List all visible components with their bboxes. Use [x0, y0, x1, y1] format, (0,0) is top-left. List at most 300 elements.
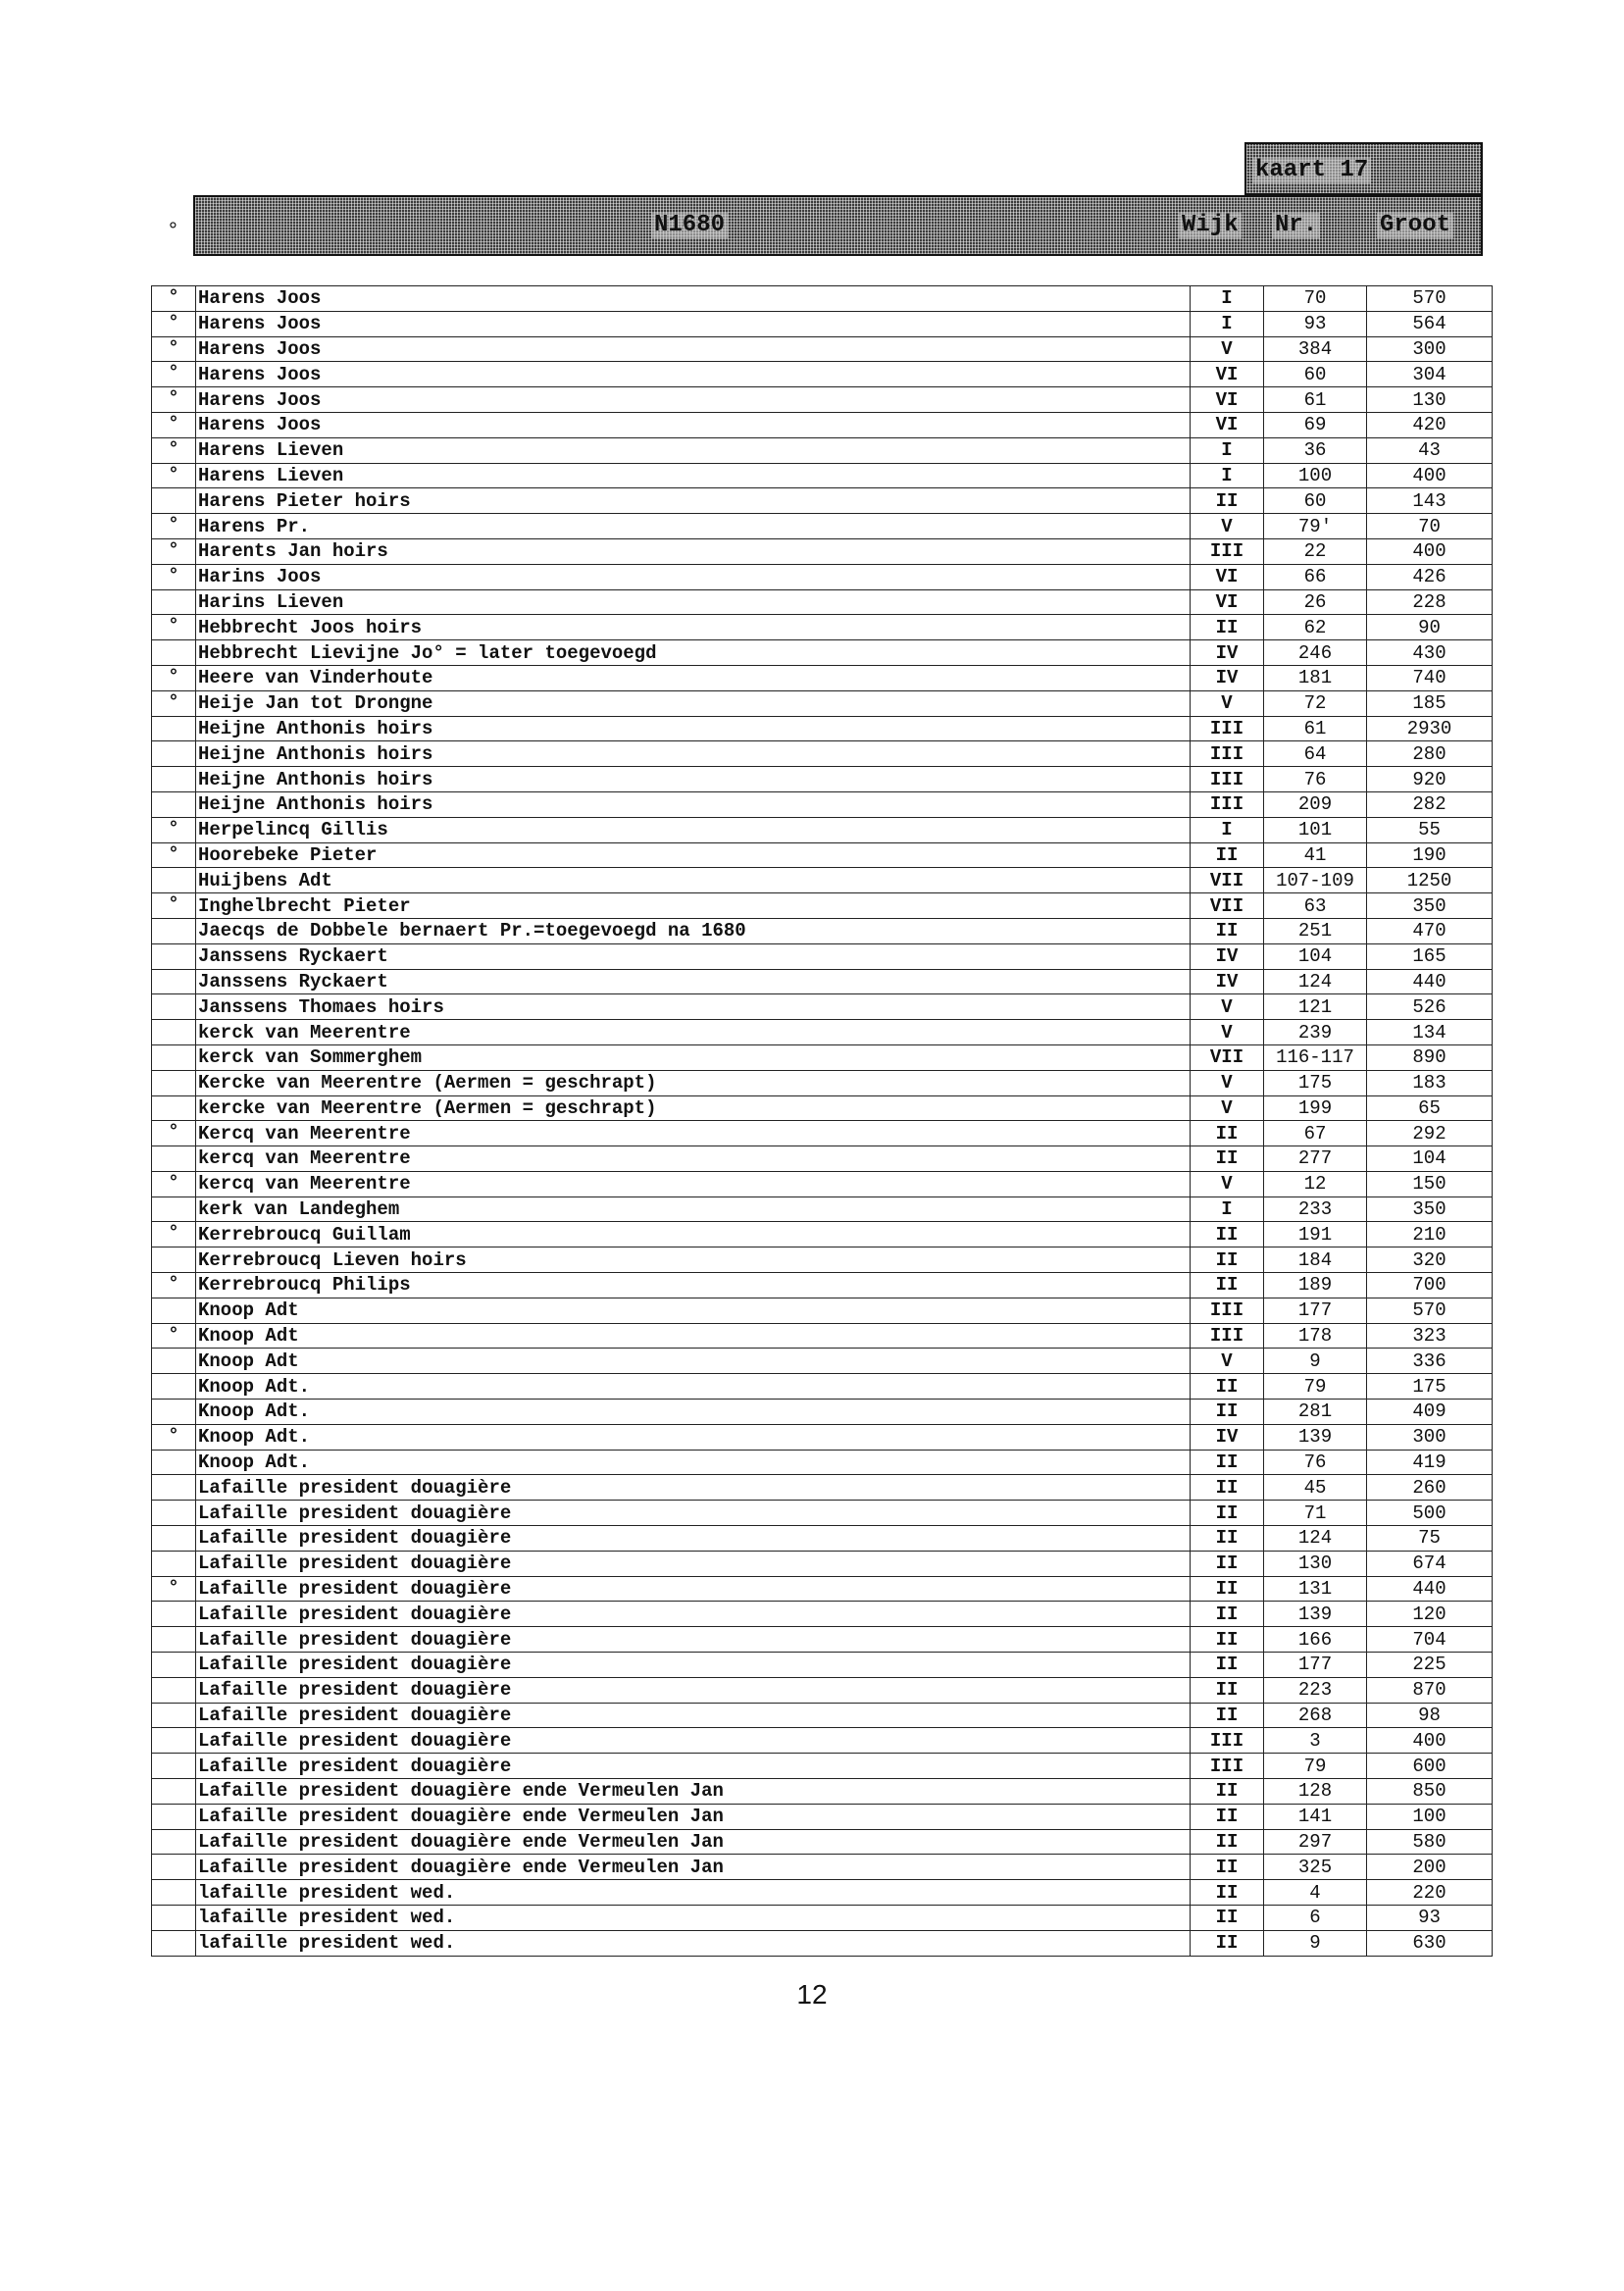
wijk-cell: V [1191, 994, 1264, 1020]
wijk-cell: VI [1191, 412, 1264, 437]
wijk-cell: IV [1191, 1424, 1264, 1450]
owner-name: Harens Joos [196, 311, 1191, 336]
area-cell: 55 [1367, 817, 1493, 842]
table-row [152, 514, 1493, 539]
wijk-cell: II [1191, 1627, 1264, 1653]
wijk-cell: VII [1191, 893, 1264, 919]
owner-name: Heijne Anthonis hoirs [196, 741, 1191, 767]
parcel-number: 100 [1264, 463, 1367, 488]
row-mark [152, 1551, 196, 1576]
table-row [152, 1095, 1493, 1121]
row-mark [152, 1501, 196, 1526]
wijk-cell: II [1191, 1222, 1264, 1247]
owner-name: lafaille president wed. [196, 1930, 1191, 1956]
row-mark: ° [152, 1121, 196, 1146]
wijk-cell: II [1191, 1526, 1264, 1552]
wijk-cell: V [1191, 1020, 1264, 1045]
row-mark [152, 1728, 196, 1754]
row-mark: ° [152, 564, 196, 589]
wijk-cell: I [1191, 817, 1264, 842]
parcel-number: 79' [1264, 514, 1367, 539]
table-row [152, 1627, 1493, 1653]
row-mark [152, 1146, 196, 1172]
owner-name: Harins Joos [196, 564, 1191, 589]
wijk-cell: VI [1191, 589, 1264, 615]
parcel-number: 9 [1264, 1930, 1367, 1956]
table-row [152, 538, 1493, 564]
area-cell: 130 [1367, 387, 1493, 413]
table-row [152, 1044, 1493, 1070]
area-cell: 183 [1367, 1070, 1493, 1095]
table-row [152, 463, 1493, 488]
wijk-cell: VI [1191, 564, 1264, 589]
area-cell: 190 [1367, 842, 1493, 868]
parcel-number: 130 [1264, 1551, 1367, 1576]
header-top-band [1244, 142, 1483, 195]
row-mark [152, 1602, 196, 1627]
parcel-number: 9 [1264, 1349, 1367, 1374]
parcel-number: 128 [1264, 1779, 1367, 1805]
owner-name: Harens Lieven [196, 437, 1191, 463]
row-mark: ° [152, 690, 196, 716]
area-cell: 292 [1367, 1121, 1493, 1146]
parcel-number: 12 [1264, 1171, 1367, 1196]
wijk-cell: V [1191, 336, 1264, 362]
table-row [152, 640, 1493, 666]
owner-name: Harens Lieven [196, 463, 1191, 488]
area-cell: 420 [1367, 412, 1493, 437]
owner-name: Janssens Ryckaert [196, 943, 1191, 969]
area-cell: 570 [1367, 1298, 1493, 1323]
wijk-cell: II [1191, 1779, 1264, 1805]
row-mark [152, 868, 196, 893]
wijk-cell: III [1191, 741, 1264, 767]
owner-name: Herpelincq Gillis [196, 817, 1191, 842]
owner-name: kerck van Meerentre [196, 1020, 1191, 1045]
owner-name: kerck van Sommerghem [196, 1044, 1191, 1070]
parcel-number: 26 [1264, 589, 1367, 615]
parcel-number: 93 [1264, 311, 1367, 336]
owner-name: Lafaille president douagière [196, 1754, 1191, 1779]
table-row [152, 1298, 1493, 1323]
row-mark: ° [152, 538, 196, 564]
row-mark [152, 1829, 196, 1855]
wijk-cell: II [1191, 1475, 1264, 1501]
table-row [152, 437, 1493, 463]
parcel-number: 223 [1264, 1677, 1367, 1703]
table-row [152, 1804, 1493, 1829]
header-grootte-label: Groot [1377, 213, 1453, 238]
table-row [152, 1323, 1493, 1349]
owner-name: Lafaille president douagière [196, 1551, 1191, 1576]
ledger-table [151, 285, 1493, 1957]
row-mark: ° [152, 842, 196, 868]
wijk-cell: III [1191, 538, 1264, 564]
parcel-number: 233 [1264, 1196, 1367, 1222]
owner-name: Heijne Anthonis hoirs [196, 767, 1191, 792]
table-row [152, 286, 1493, 312]
table-row [152, 1171, 1493, 1196]
wijk-cell: III [1191, 767, 1264, 792]
owner-name: Inghelbrecht Pieter [196, 893, 1191, 919]
owner-name: Knoop Adt. [196, 1374, 1191, 1400]
wijk-cell: I [1191, 286, 1264, 312]
parcel-number: 277 [1264, 1146, 1367, 1172]
table-row [152, 1602, 1493, 1627]
row-mark: ° [152, 463, 196, 488]
wijk-cell: II [1191, 615, 1264, 640]
row-mark: ° [152, 336, 196, 362]
area-cell: 440 [1367, 1576, 1493, 1602]
area-cell: 304 [1367, 362, 1493, 387]
wijk-cell: IV [1191, 969, 1264, 994]
area-cell: 440 [1367, 969, 1493, 994]
parcel-number: 184 [1264, 1247, 1367, 1273]
table-row [152, 1754, 1493, 1779]
wijk-cell: III [1191, 1728, 1264, 1754]
table-row [152, 336, 1493, 362]
area-cell: 350 [1367, 1196, 1493, 1222]
ledger-body [152, 286, 1493, 1957]
owner-name: lafaille president wed. [196, 1906, 1191, 1931]
row-mark: ° [152, 387, 196, 413]
area-cell: 430 [1367, 640, 1493, 666]
area-cell: 282 [1367, 791, 1493, 817]
owner-name: kercke van Meerentre (Aermen = geschrapt) [196, 1095, 1191, 1121]
parcel-number: 45 [1264, 1475, 1367, 1501]
header-kaart-label: kaart 17 [1252, 158, 1371, 183]
row-mark: ° [152, 1323, 196, 1349]
table-row [152, 1020, 1493, 1045]
parcel-number: 67 [1264, 1121, 1367, 1146]
row-mark [152, 589, 196, 615]
owner-name: Kerrebroucq Philips [196, 1273, 1191, 1298]
area-cell: 280 [1367, 741, 1493, 767]
parcel-number: 181 [1264, 665, 1367, 690]
owner-name: Harens Pr. [196, 514, 1191, 539]
wijk-cell: II [1191, 1804, 1264, 1829]
parcel-number: 61 [1264, 387, 1367, 413]
row-mark [152, 969, 196, 994]
table-row [152, 1121, 1493, 1146]
row-mark: ° [152, 412, 196, 437]
row-mark [152, 1804, 196, 1829]
area-cell: 260 [1367, 1475, 1493, 1501]
wijk-cell: II [1191, 1400, 1264, 1425]
area-cell: 134 [1367, 1020, 1493, 1045]
wijk-cell: V [1191, 1070, 1264, 1095]
parcel-number: 209 [1264, 791, 1367, 817]
owner-name: Lafaille president douagière [196, 1475, 1191, 1501]
area-cell: 870 [1367, 1677, 1493, 1703]
row-mark [152, 767, 196, 792]
table-row [152, 1475, 1493, 1501]
table-row [152, 1779, 1493, 1805]
parcel-number: 297 [1264, 1829, 1367, 1855]
wijk-cell: VII [1191, 868, 1264, 893]
parcel-number: 124 [1264, 1526, 1367, 1552]
table-row [152, 791, 1493, 817]
owner-name: Lafaille president douagière [196, 1602, 1191, 1627]
table-row [152, 1374, 1493, 1400]
area-cell: 43 [1367, 437, 1493, 463]
wijk-cell: VII [1191, 1044, 1264, 1070]
table-row [152, 868, 1493, 893]
owner-name: Hebbrecht Joos hoirs [196, 615, 1191, 640]
parcel-number: 4 [1264, 1880, 1367, 1906]
area-cell: 225 [1367, 1653, 1493, 1678]
area-cell: 120 [1367, 1602, 1493, 1627]
parcel-number: 384 [1264, 336, 1367, 362]
owner-name: Lafaille president douagière ende Vermeulen Jan [196, 1804, 1191, 1829]
row-mark [152, 1880, 196, 1906]
parcel-number: 76 [1264, 1450, 1367, 1475]
owner-name: lafaille president wed. [196, 1880, 1191, 1906]
table-row [152, 615, 1493, 640]
wijk-cell: IV [1191, 665, 1264, 690]
row-mark [152, 1475, 196, 1501]
owner-name: Jaecqs de Dobbele bernaert Pr.=toegevoegd na 1680 [196, 918, 1191, 943]
area-cell: 185 [1367, 690, 1493, 716]
row-mark [152, 716, 196, 741]
table-row [152, 1450, 1493, 1475]
table-row [152, 488, 1493, 514]
parcel-number: 178 [1264, 1323, 1367, 1349]
area-cell: 426 [1367, 564, 1493, 589]
area-cell: 90 [1367, 615, 1493, 640]
owner-name: Lafaille president douagière ende Vermeulen Jan [196, 1829, 1191, 1855]
parcel-number: 141 [1264, 1804, 1367, 1829]
table-row [152, 741, 1493, 767]
parcel-number: 281 [1264, 1400, 1367, 1425]
owner-name: kerk van Landeghem [196, 1196, 1191, 1222]
area-cell: 320 [1367, 1247, 1493, 1273]
parcel-number: 36 [1264, 437, 1367, 463]
parcel-number: 64 [1264, 741, 1367, 767]
parcel-number: 139 [1264, 1424, 1367, 1450]
parcel-number: 61 [1264, 716, 1367, 741]
owner-name: Janssens Ryckaert [196, 969, 1191, 994]
area-cell: 674 [1367, 1551, 1493, 1576]
owner-name: Hoorebeke Pieter [196, 842, 1191, 868]
owner-name: Harens Joos [196, 336, 1191, 362]
parcel-number: 175 [1264, 1070, 1367, 1095]
wijk-cell: II [1191, 1247, 1264, 1273]
wijk-cell: I [1191, 437, 1264, 463]
row-mark: ° [152, 437, 196, 463]
row-mark [152, 1070, 196, 1095]
owner-name: Harens Joos [196, 387, 1191, 413]
parcel-number: 70 [1264, 286, 1367, 312]
table-row [152, 1400, 1493, 1425]
row-mark: ° [152, 286, 196, 312]
wijk-cell: II [1191, 488, 1264, 514]
owner-name: Kercq van Meerentre [196, 1121, 1191, 1146]
owner-name: Lafaille president douagière ende Vermeulen Jan [196, 1779, 1191, 1805]
wijk-cell: III [1191, 791, 1264, 817]
row-mark [152, 1196, 196, 1222]
row-mark: ° [152, 893, 196, 919]
owner-name: Heije Jan tot Drongne [196, 690, 1191, 716]
area-cell: 564 [1367, 311, 1493, 336]
row-mark [152, 943, 196, 969]
table-row [152, 1247, 1493, 1273]
area-cell: 175 [1367, 1374, 1493, 1400]
parcel-number: 325 [1264, 1855, 1367, 1880]
owner-name: Lafaille president douagière [196, 1703, 1191, 1728]
table-row [152, 589, 1493, 615]
page-number: 12 [796, 1979, 828, 2010]
owner-name: Heijne Anthonis hoirs [196, 791, 1191, 817]
row-mark [152, 1906, 196, 1931]
parcel-number: 104 [1264, 943, 1367, 969]
parcel-number: 166 [1264, 1627, 1367, 1653]
area-cell: 323 [1367, 1323, 1493, 1349]
area-cell: 336 [1367, 1349, 1493, 1374]
area-cell: 98 [1367, 1703, 1493, 1728]
owner-name: Knoop Adt. [196, 1400, 1191, 1425]
header-band [193, 195, 1483, 256]
area-cell: 100 [1367, 1804, 1493, 1829]
parcel-number: 66 [1264, 564, 1367, 589]
table-row [152, 1677, 1493, 1703]
row-mark: ° [152, 362, 196, 387]
table-row [152, 1196, 1493, 1222]
owner-name: Harens Joos [196, 412, 1191, 437]
row-mark [152, 1779, 196, 1805]
header-nr-label: Nr. [1272, 213, 1320, 238]
parcel-number: 121 [1264, 994, 1367, 1020]
wijk-cell: IV [1191, 943, 1264, 969]
area-cell: 65 [1367, 1095, 1493, 1121]
table-row [152, 1930, 1493, 1956]
owner-name: Harents Jan hoirs [196, 538, 1191, 564]
row-mark: ° [152, 615, 196, 640]
parcel-number: 251 [1264, 918, 1367, 943]
row-mark [152, 1095, 196, 1121]
row-mark [152, 1450, 196, 1475]
row-mark: ° [152, 1171, 196, 1196]
wijk-cell: II [1191, 1880, 1264, 1906]
parcel-number: 3 [1264, 1728, 1367, 1754]
wijk-cell: II [1191, 1501, 1264, 1526]
row-mark [152, 741, 196, 767]
table-row [152, 1070, 1493, 1095]
row-mark: ° [152, 1424, 196, 1450]
row-mark [152, 1400, 196, 1425]
area-cell: 75 [1367, 1526, 1493, 1552]
area-cell: 920 [1367, 767, 1493, 792]
area-cell: 400 [1367, 538, 1493, 564]
area-cell: 419 [1367, 1450, 1493, 1475]
area-cell: 890 [1367, 1044, 1493, 1070]
area-cell: 200 [1367, 1855, 1493, 1880]
owner-name: Knoop Adt [196, 1323, 1191, 1349]
wijk-cell: II [1191, 1273, 1264, 1298]
area-cell: 526 [1367, 994, 1493, 1020]
table-row [152, 1728, 1493, 1754]
wijk-cell: II [1191, 1121, 1264, 1146]
wijk-cell: V [1191, 1171, 1264, 1196]
owner-name: Kercke van Meerentre (Aermen = geschrapt) [196, 1070, 1191, 1095]
table-row [152, 716, 1493, 741]
parcel-number: 62 [1264, 615, 1367, 640]
area-cell: 409 [1367, 1400, 1493, 1425]
wijk-cell: III [1191, 1323, 1264, 1349]
row-mark: ° [152, 1576, 196, 1602]
wijk-cell: V [1191, 1095, 1264, 1121]
parcel-number: 177 [1264, 1298, 1367, 1323]
area-cell: 93 [1367, 1906, 1493, 1931]
table-row [152, 362, 1493, 387]
owner-name: Knoop Adt [196, 1298, 1191, 1323]
row-mark [152, 1855, 196, 1880]
area-cell: 165 [1367, 943, 1493, 969]
wijk-cell: II [1191, 1576, 1264, 1602]
row-mark [152, 1653, 196, 1678]
parcel-number: 131 [1264, 1576, 1367, 1602]
parcel-number: 71 [1264, 1501, 1367, 1526]
area-cell: 400 [1367, 463, 1493, 488]
wijk-cell: III [1191, 1298, 1264, 1323]
row-mark: ° [152, 514, 196, 539]
table-row [152, 564, 1493, 589]
table-row [152, 1424, 1493, 1450]
area-cell: 630 [1367, 1930, 1493, 1956]
parcel-number: 76 [1264, 767, 1367, 792]
table-row [152, 1880, 1493, 1906]
owner-name: Lafaille president douagière [196, 1576, 1191, 1602]
area-cell: 350 [1367, 893, 1493, 919]
table-row [152, 311, 1493, 336]
table-row [152, 1146, 1493, 1172]
owner-name: Heere van Vinderhoute [196, 665, 1191, 690]
table-row [152, 665, 1493, 690]
table-row [152, 1349, 1493, 1374]
table-row [152, 817, 1493, 842]
wijk-cell: VI [1191, 362, 1264, 387]
table-row [152, 893, 1493, 919]
wijk-cell: III [1191, 716, 1264, 741]
parcel-number: 191 [1264, 1222, 1367, 1247]
area-cell: 400 [1367, 1728, 1493, 1754]
row-mark [152, 1930, 196, 1956]
wijk-cell: II [1191, 1930, 1264, 1956]
table-row [152, 969, 1493, 994]
parcel-number: 246 [1264, 640, 1367, 666]
parcel-number: 79 [1264, 1754, 1367, 1779]
area-cell: 210 [1367, 1222, 1493, 1247]
owner-name: Lafaille president douagière [196, 1653, 1191, 1678]
row-mark [152, 1677, 196, 1703]
parcel-number: 189 [1264, 1273, 1367, 1298]
table-row [152, 690, 1493, 716]
row-mark: ° [152, 311, 196, 336]
owner-name: Lafaille president douagière ende Vermeulen Jan [196, 1855, 1191, 1880]
wijk-cell: II [1191, 1602, 1264, 1627]
area-cell: 850 [1367, 1779, 1493, 1805]
table-row [152, 412, 1493, 437]
parcel-number: 41 [1264, 842, 1367, 868]
parcel-number: 199 [1264, 1095, 1367, 1121]
wijk-cell: VI [1191, 387, 1264, 413]
wijk-cell: II [1191, 1374, 1264, 1400]
parcel-number: 60 [1264, 488, 1367, 514]
area-cell: 220 [1367, 1880, 1493, 1906]
parcel-number: 6 [1264, 1906, 1367, 1931]
table-row [152, 1906, 1493, 1931]
parcel-number: 69 [1264, 412, 1367, 437]
